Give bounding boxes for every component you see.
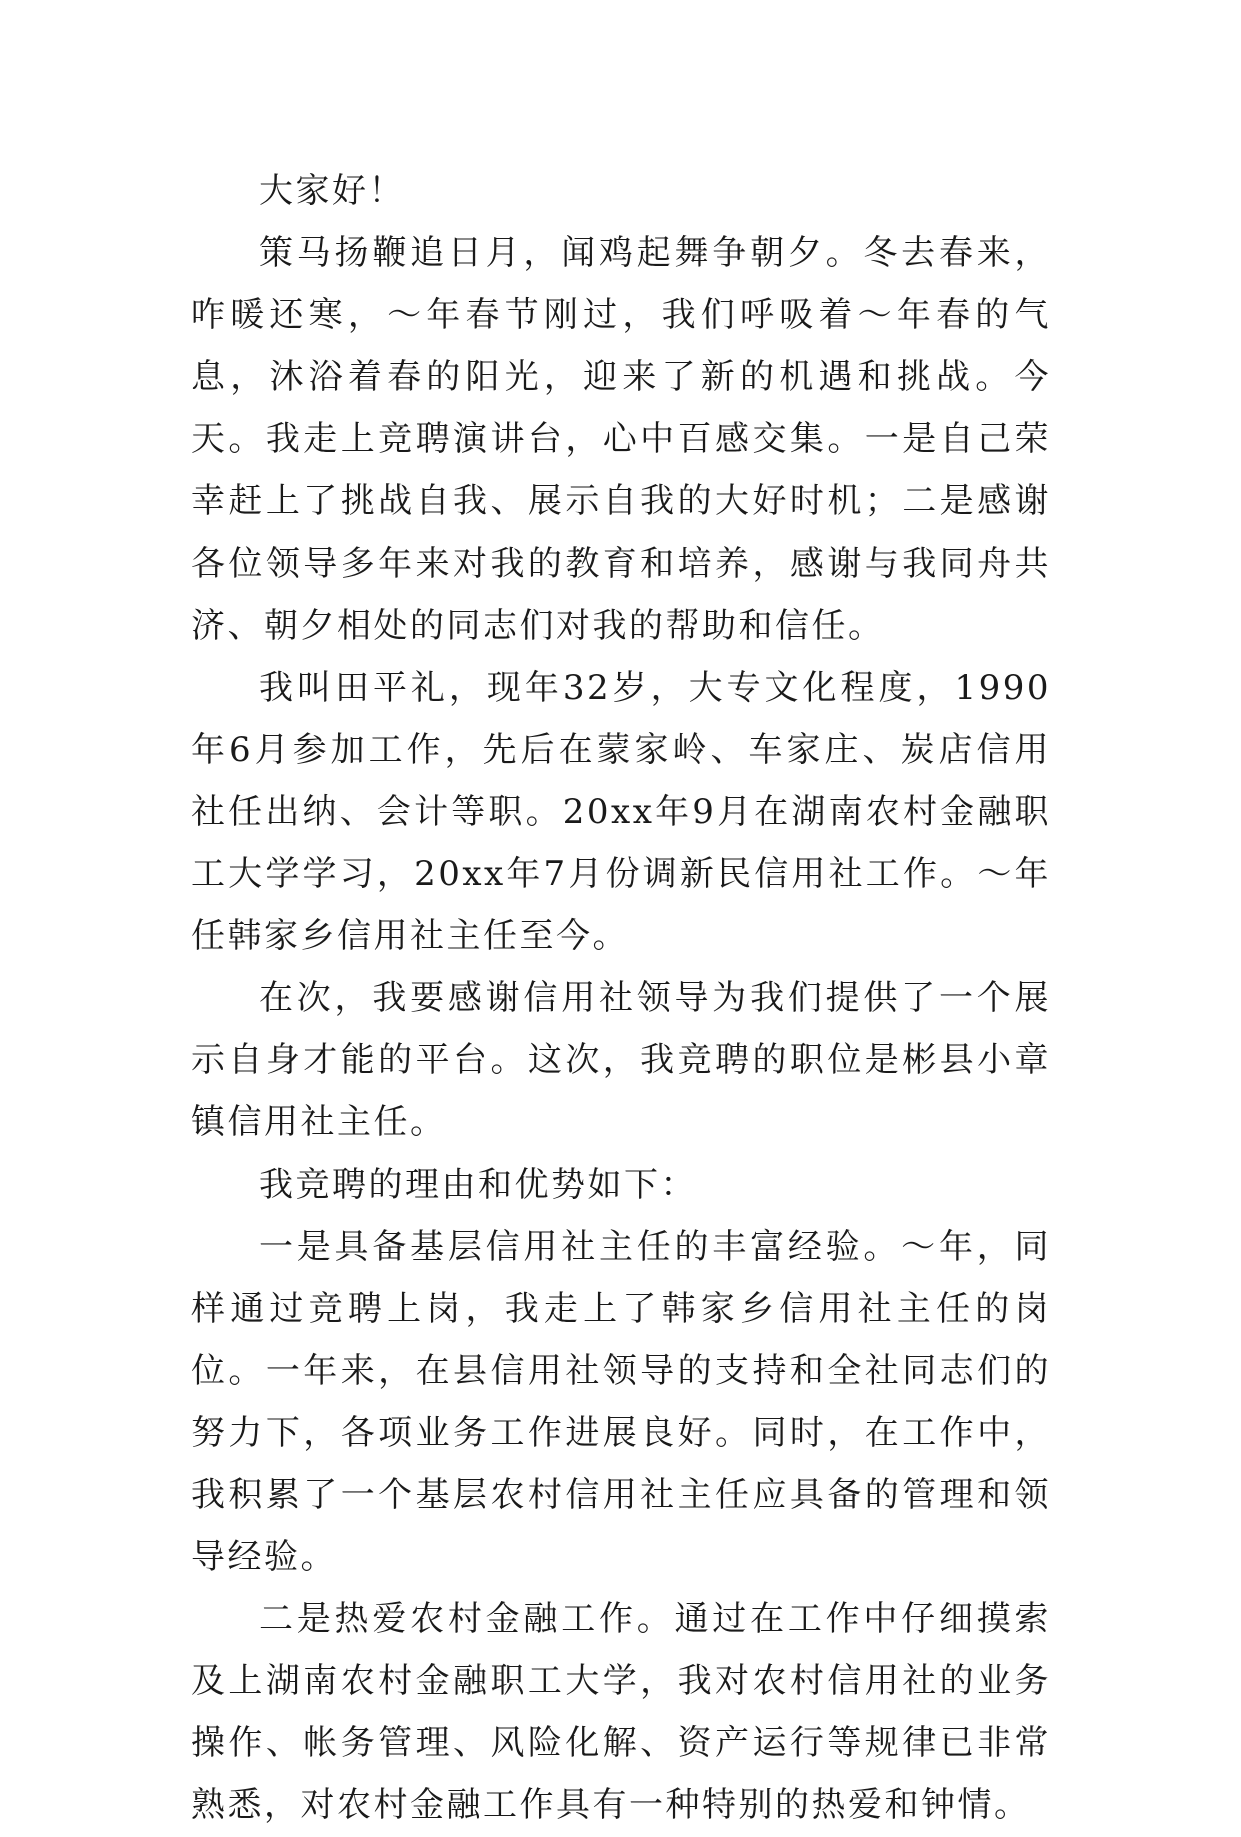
document-body xyxy=(191,160,1051,1837)
reason-two-paragraph: 二是热爱农村金融工作。通过在工作中仔细摸索及上湖南农村金融职工大学，我对农村信用社的业务操作、帐务管理、风险化解、资产运行等规律已非常熟悉，对农村金融工作具有一种特别的热爱和钟情。 xyxy=(191,1599,1051,1826)
reasons-intro-paragraph: 我竞聘的理由和优势如下： xyxy=(259,1164,697,1205)
opening-paragraph: 策马扬鞭追日月，闻鸡起舞争朝夕。冬去春来，咋暖还寒，～年春节刚过，我们呼吸着～年春的气息，沐浴着春的阳光，迎来了新的机遇和挑战。今天。我走上竞聘演讲台，心中百感交集。一是自己荣幸赶上了挑战自我、展示自我的大好时机；二是感谢各位领导多年来对我的教育和培养，感谢与我同舟共济、朝夕相处的同志们对我的帮助和信任。 xyxy=(191,233,1051,646)
self-introduction-paragraph: 我叫田平礼，现年32岁，大专文化程度，1990年6月参加工作，先后在蒙家岭、车家庄、炭店信用社任出纳、会计等职。20xx年9月在湖南农村金融职工大学学习，20xx年7月份调新民信用社工作。～年任韩家乡信用社主任至今。 xyxy=(191,667,1051,957)
greeting-paragraph: 大家好！ xyxy=(259,171,405,211)
thanks-paragraph: 在次，我要感谢信用社领导为我们提供了一个展示自身才能的平台。这次，我竞聘的职位是彬县小章镇信用社主任。 xyxy=(191,978,1051,1143)
reason-one-paragraph: 一是具备基层信用社主任的丰富经验。～年，同样通过竞聘上岗，我走上了韩家乡信用社主任的岗位。一年来，在县信用社领导的支持和全社同志们的努力下，各项业务工作进展良好。同时，在工作中，我积累了一个基层农村信用社主任应具备的管理和领导经验。 xyxy=(191,1226,1051,1578)
